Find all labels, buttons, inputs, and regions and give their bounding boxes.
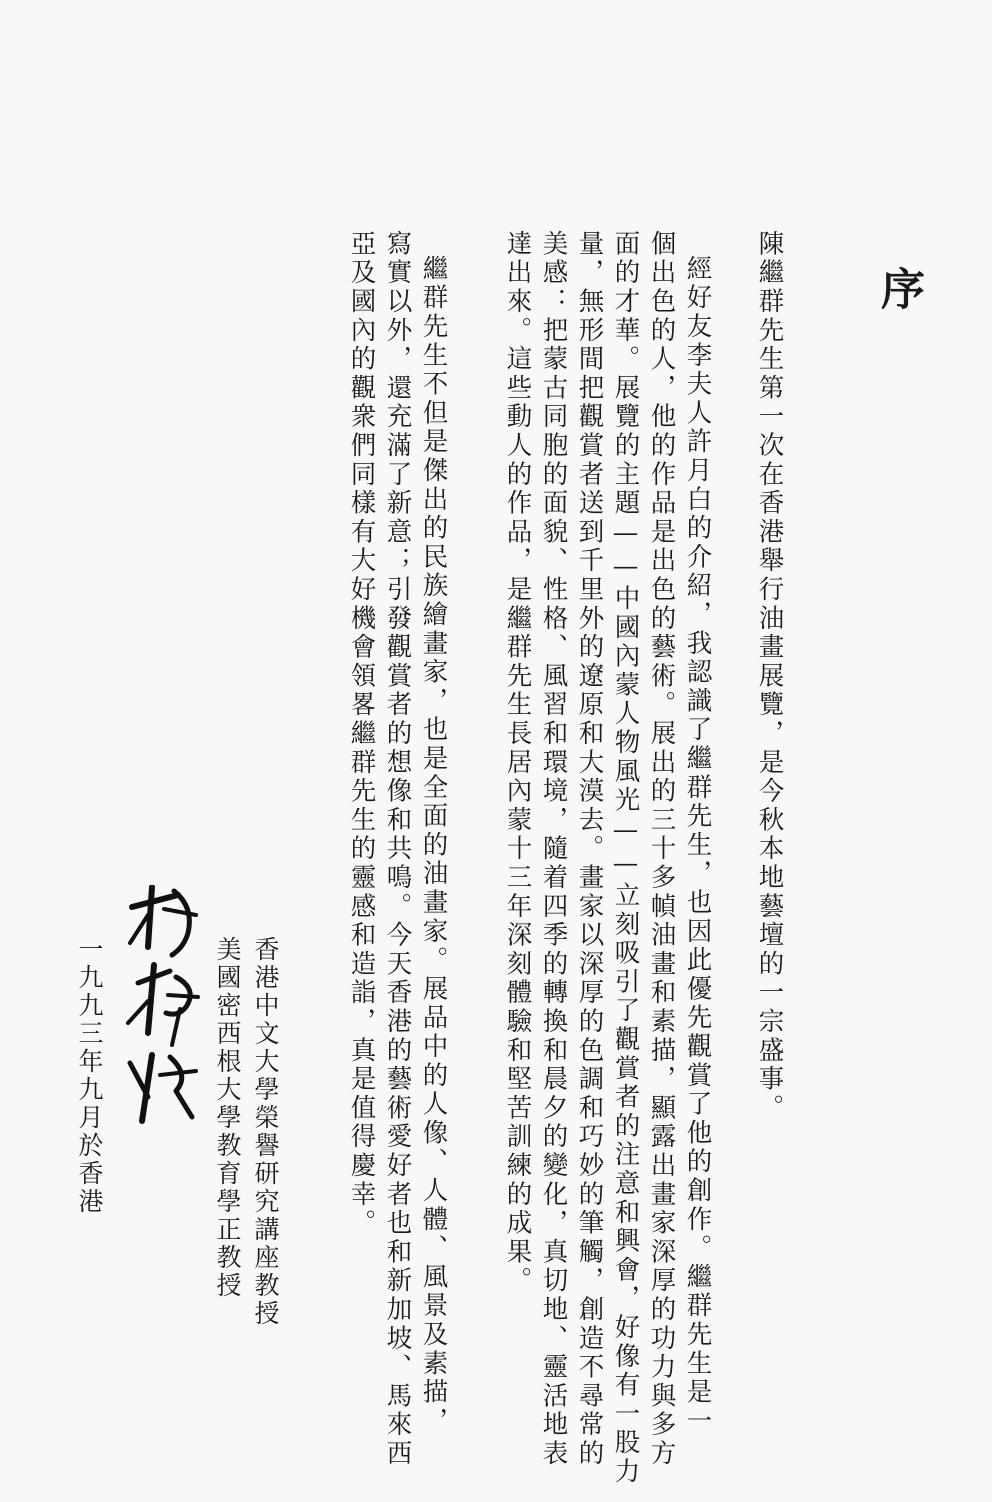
text-line: 面的才華。展覽的主題——中國內蒙人物風光——立刻吸引了觀賞者的注意和興會，好像有一股力 <box>610 230 641 1487</box>
author-title-line: 美國密西根大學教育學正教授 <box>213 936 242 1300</box>
author-signature <box>118 885 208 1135</box>
text-line: 寫實以外，還充滿了新意；引發觀賞者的想像和共鳴。今天香港的藝術愛好者也和新加坡、馬來西 <box>382 230 413 1469</box>
text-line: 經好友李夫人許月白的介紹，我認識了繼群先生，也因此優先觀賞了他的創作。繼群先生是一 <box>682 255 713 1436</box>
text-line: 量，無形間把觀賞者送到千里外的遼原和大漠去。畫家以深厚的色調和巧妙的筆觸，創造不尋常的 <box>574 230 605 1469</box>
date-line: 一九九三年九月於香港 <box>75 936 104 1216</box>
text-line: 達出來。這些動人的作品，是繼群先生長居內蒙十三年深刻體驗和堅苦訓練的成果。 <box>502 230 533 1296</box>
author-title-line: 香港中文大學榮譽研究講座教授 <box>251 936 280 1328</box>
preface-title: 序 <box>873 266 924 310</box>
text-line: 個出色的人，他的作品是出色的藝術。展出的三十多幀油畫和素描，顯露出畫家深厚的功力與多方 <box>646 230 677 1469</box>
text-line: 陳繼群先生第一次在香港舉行油畫展覽，是今秋本地藝壇的一宗盛事。 <box>754 230 785 1123</box>
text-line: 美感：把蒙古同胞的面貌、性格、風習和環境，隨着四季的轉換和晨夕的變化，真切地、靈活地表 <box>538 230 569 1469</box>
text-line: 亞及國內的觀衆們同樣有大好機會領畧繼群先生的靈感和造詣，真是值得慶幸。 <box>346 230 377 1238</box>
text-line: 繼群先生不但是傑出的民族繪畫家，也是全面的油畫家。展品中的人像、人體、風景及素描， <box>418 255 449 1436</box>
